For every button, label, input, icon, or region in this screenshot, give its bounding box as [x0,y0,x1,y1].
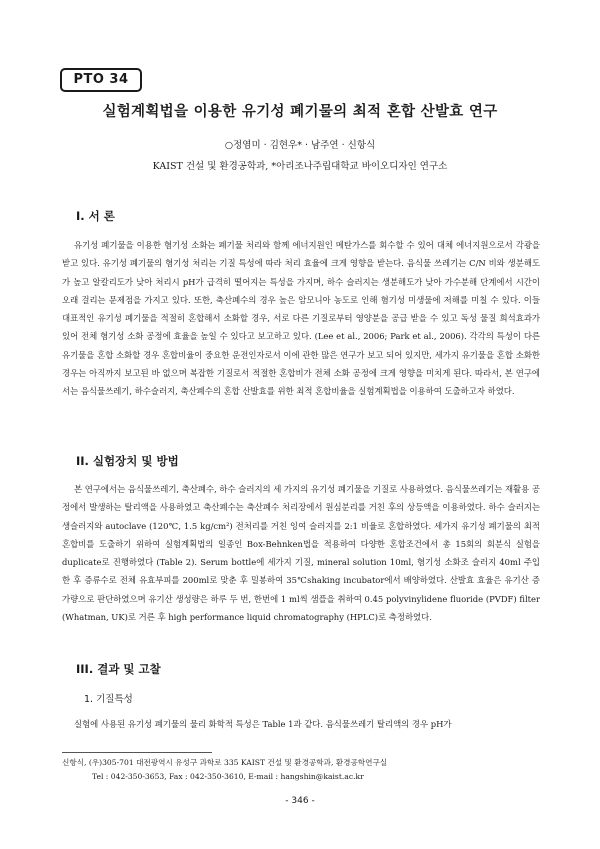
affiliation: KAIST 건설 및 환경공학과, *아리조나주립대학교 바이오디자인 연구소 [152,161,448,172]
footnote-contact: Tel : 042-350-3653, Fax : 042-350-3610, E-mail : hangshin@kaist.ac.kr [92,772,364,781]
methods-paragraph: 본 연구에서는 음식물쓰레기, 축산폐수, 하수 슬러지의 세 가지의 유기성 폐기물을 기질로 사용하였다. 음식물쓰레기는 재활용 공정에서 발생하는 탈리액을 사용하였고 축산폐수는 축산폐수 처리장에서 원심분리를 거친 후의 상등액을 이용하였다. 하수 슬러지는 생슬러지와 autoclave (120℃, 1.5 kg/cm²) 전처리를 거친 잉여 슬러지를 2:1 비율로 혼합하였다. 세가지 유기성 폐기물의 최적 혼합비를 도출하기 위하여 실험계획법의 일종인 Box-Behnken법을 적용하여 다양한 혼합조건에서 총 15회의 회분식 실험을 duplicate로 진행하였다 (Table 2). Serum bottle에 세가지 기질, mineral solution 10ml, 혐기성 소화조 슬러지 40ml 주입한 후 증류수로 전체 유효부피를 200ml로 맞춘 후 밀봉하여 35℃shaking incubator에서 배양하였다. 산발효 효율은 유기산 증가량으로 판단하였으며 유기산 생성량은 하루 두 번, 한번에 1 ml씩 샘플을 취하여 0.45 polyvinylidene fluoride (PVDF) filter (Whatman, UK)로 거른 후 high performance liquid chromatography (HPLC)로 측정하였다. [62,484,540,623]
author-list: ○정염미 · 김현우* · 남주연 · 신항식 [224,140,376,151]
section-heading-methods: II. 실험장치 및 방법 [76,454,179,468]
subsection-heading-substrate: 1. 기질특성 [84,694,133,705]
results-paragraph: 실험에 사용된 유기성 폐기물의 물리 화학적 특성은 Table 1과 같다. 음식물쓰레기 탈리액의 경우 pH가 [74,719,452,729]
section-heading-introduction: I. 서 론 [76,209,115,223]
footnote-divider [62,752,212,753]
session-badge: PTO 34 [60,68,142,92]
paper-title: 실험계획법을 이용한 유기성 폐기물의 최적 혼합 산발효 연구 [102,104,498,120]
introduction-paragraph: 유기성 폐기물을 이용한 혐기성 소화는 폐기물 처리와 함께 에너지원인 메탄가스를 회수할 수 있어 대체 에너지원으로서 각광을 받고 있다. 유기성 폐기물의 혐기성 처리는 기질 특성에 따라 처리 효율에 크게 영향을 받는다. 음식물 쓰레기는 C/N 비와 생분해도가 높고 알칼리도가 낮아 처리시 pH가 급격히 떨어지는 특성을 가지며, 하수 슬러지는 생분해도가 낮아 가수분해 단계에서 시간이 오래 걸리는 문제점을 가지고 있다. 또한, 축산폐수의 경우 높은 암모니아 농도로 인해 혐기성 미생물에 저해를 미칠 수 있다. 이들 대표적인 유기성 폐기물을 적절히 혼합해서 소화할 경우, 서로 다른 기질로부터 영양분을 공급 받을 수 있고 독성 물질 희석효과가 있어 전체 혐기성 소화 공정에 효율을 높일 수 있다고 보고하고 있다. (Lee et al., 2006; Park et al., 2006). 각각의 특성이 다른 유기물을 혼합 소화할 경우 혼합비율이 중요한 운전인자로서 이에 관한 많은 연구가 보고 되어 있지만, 세가지 유기물을 혼합 소화한 경우는 아직까지 보고된 바 없으며 복잡한 기질로서 적절한 혼합비가 전체 소화 공정에 크게 영향을 미치게 된다. 따라서, 본 연구에서는 음식물쓰레기, 하수슬러지, 축산폐수의 혼합 산발효를 위한 최적 혼합비율을 실험계획법을 이용하여 도출하고자 하였다. [62,240,540,397]
footnote-address: 신항식, (우)305-701 대전광역시 유성구 과학로 335 KAIST 건설 및 환경공학과, 환경공학연구실 [62,758,388,767]
footnote [62,756,542,784]
section-heading-results: III. 결과 및 고찰 [76,662,161,676]
page-number: - 346 - [285,796,315,806]
